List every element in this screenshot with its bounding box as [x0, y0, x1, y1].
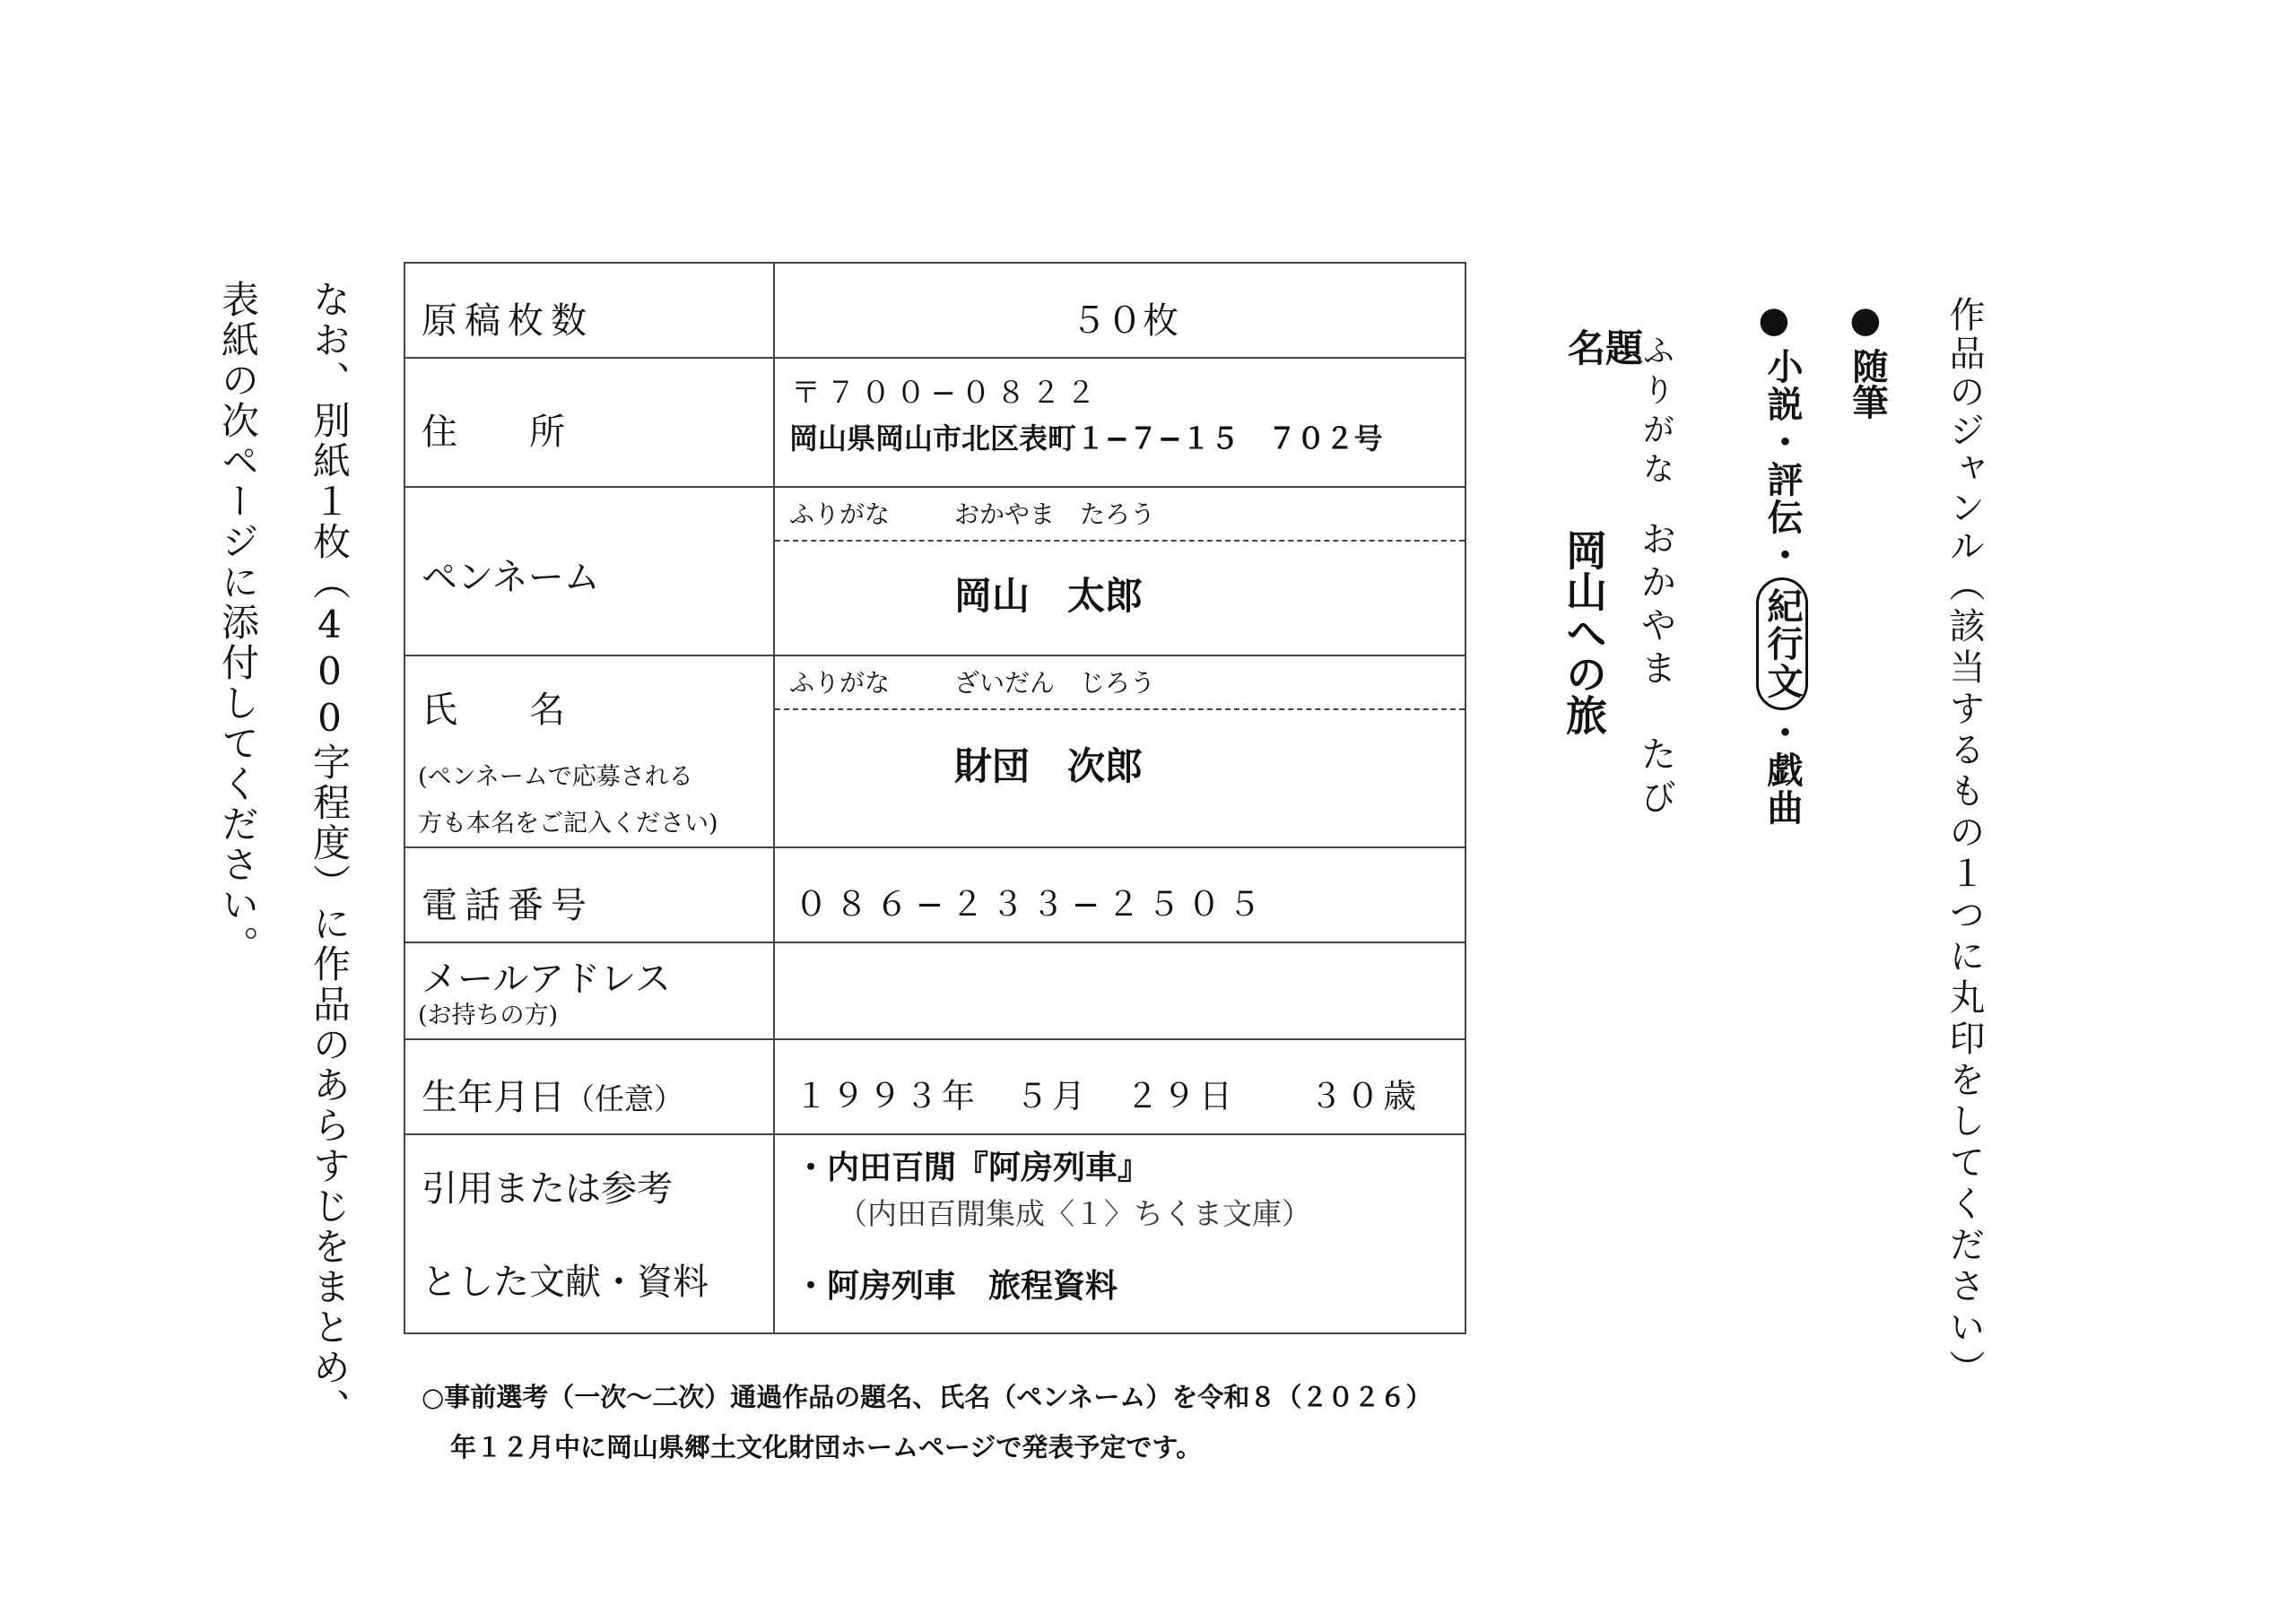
pages-label: 原稿枚数 [422, 300, 594, 342]
reference-item-1-sub: （内田百閒集成〈１〉ちくま文庫） [838, 1196, 1311, 1231]
announcement-notice [422, 1372, 1431, 1472]
title-value: 岡山への旅 [1560, 529, 1608, 735]
phone-value-cell[interactable] [775, 848, 1465, 942]
genre-option-selected-circle[interactable]: 紀行文 [1756, 577, 1808, 710]
name-note-2: 方も本名をご記入ください) [418, 810, 718, 838]
row-pages [405, 264, 1465, 359]
birth-label-wrap [422, 1069, 683, 1120]
email-note: (お持ちの方) [418, 1002, 559, 1029]
penname-divider [775, 540, 1465, 542]
postal-code: 〒７００−０８２２ [791, 375, 1101, 410]
genre-heading-text: 作品のジャンル [1944, 296, 1985, 566]
reference-item-2: ・阿房列車 旅程資料 [795, 1268, 1118, 1305]
address-label-cell [405, 359, 775, 486]
genre-option-group[interactable] [1756, 348, 1808, 827]
name-divider [775, 708, 1465, 710]
name-furigana-label: ふりがな [789, 668, 891, 698]
address-value-cell[interactable] [775, 359, 1465, 486]
references-label-2: とした文献・資料 [422, 1262, 709, 1303]
penname-furigana-label: ふりがな [789, 499, 891, 529]
row-phone [405, 848, 1465, 943]
reference-item-1: ・内田百閒『阿房列車』 [795, 1150, 1151, 1186]
title-furigana-label: ふりがな [1638, 334, 1674, 491]
references-label-cell [405, 1135, 775, 1332]
genre-note: （該当するもの１つに丸印をしてください） [1944, 566, 1985, 1391]
title-label-char-2: 名 [1562, 328, 1606, 366]
genre-option-essay[interactable]: 随筆 [1847, 348, 1888, 420]
references-value-cell[interactable] [775, 1135, 1465, 1332]
genre-heading [1944, 296, 1985, 1391]
application-form [404, 262, 1466, 1334]
notice-line-1: ○事前選考（一次〜二次）通過作品の題名、氏名（ペンネーム）を令和８（２０２６） [422, 1382, 1432, 1412]
genre-option-essay-bullet: ● [1845, 299, 1886, 341]
birth-label-cell [405, 1040, 775, 1133]
name-furigana: ざいだん じろう [954, 668, 1156, 698]
name-value-cell[interactable] [775, 656, 1465, 846]
pages-value: ５０枚 [1071, 300, 1178, 342]
birth-value: １９９３年 ５月 ２９日 ３０歳 [795, 1077, 1420, 1115]
address-line: 岡山県岡山市北区表町１−７−１５ ７０２号 [789, 421, 1383, 456]
birth-label: 生年月日 [422, 1077, 565, 1118]
pages-value-cell[interactable] [775, 264, 1465, 357]
phone-label-cell [405, 848, 775, 942]
row-birthdate [405, 1040, 1465, 1135]
birth-value-cell[interactable] [775, 1040, 1465, 1133]
notice-line-2: 年１２月中に岡山県郷土文化財団ホームページで発表予定です。 [450, 1432, 1203, 1462]
penname-furigana: おかやま たろう [954, 499, 1156, 529]
genre-option-before: 小説・評伝・ [1761, 348, 1803, 574]
title-label [1562, 328, 1644, 402]
synopsis-note-line-1: なお、別紙１枚（400字程度）に作品のあらすじをまとめ、 [308, 280, 352, 1428]
name-value: 財団 次郎 [954, 744, 1144, 788]
row-references [405, 1135, 1465, 1332]
address-label: 住 所 [422, 412, 565, 453]
row-address [405, 359, 1465, 488]
penname-value: 岡山 太郎 [954, 574, 1144, 618]
email-value-cell[interactable] [775, 943, 1465, 1038]
title-furigana-value: おかやま たび [1635, 520, 1676, 821]
references-label-1: 引用または参考 [422, 1168, 673, 1210]
name-label: 氏 名 [422, 690, 565, 731]
name-note-1: (ペンネームで応募される [418, 763, 693, 791]
name-label-cell [405, 656, 775, 846]
row-name [405, 656, 1465, 848]
phone-value: ０８６−２３３−２５０５ [795, 885, 1269, 924]
penname-label-cell [405, 488, 775, 655]
pages-label-cell [405, 264, 775, 357]
row-email [405, 943, 1465, 1040]
email-label-cell [405, 943, 775, 1038]
penname-label: ペンネーム [422, 557, 600, 598]
genre-option-group-bullet: ● [1753, 299, 1795, 341]
synopsis-note-line-2: 表紙の次ページに添付してください。 [216, 280, 260, 966]
birth-label-note: （任意） [565, 1081, 683, 1116]
email-label: メールアドレス [422, 959, 671, 1000]
penname-value-cell[interactable] [775, 488, 1465, 655]
title-label-char-1: 題 [1600, 328, 1644, 366]
phone-label: 電話番号 [422, 885, 594, 926]
genre-option-after: ・戯曲 [1761, 714, 1803, 827]
row-penname [405, 488, 1465, 656]
